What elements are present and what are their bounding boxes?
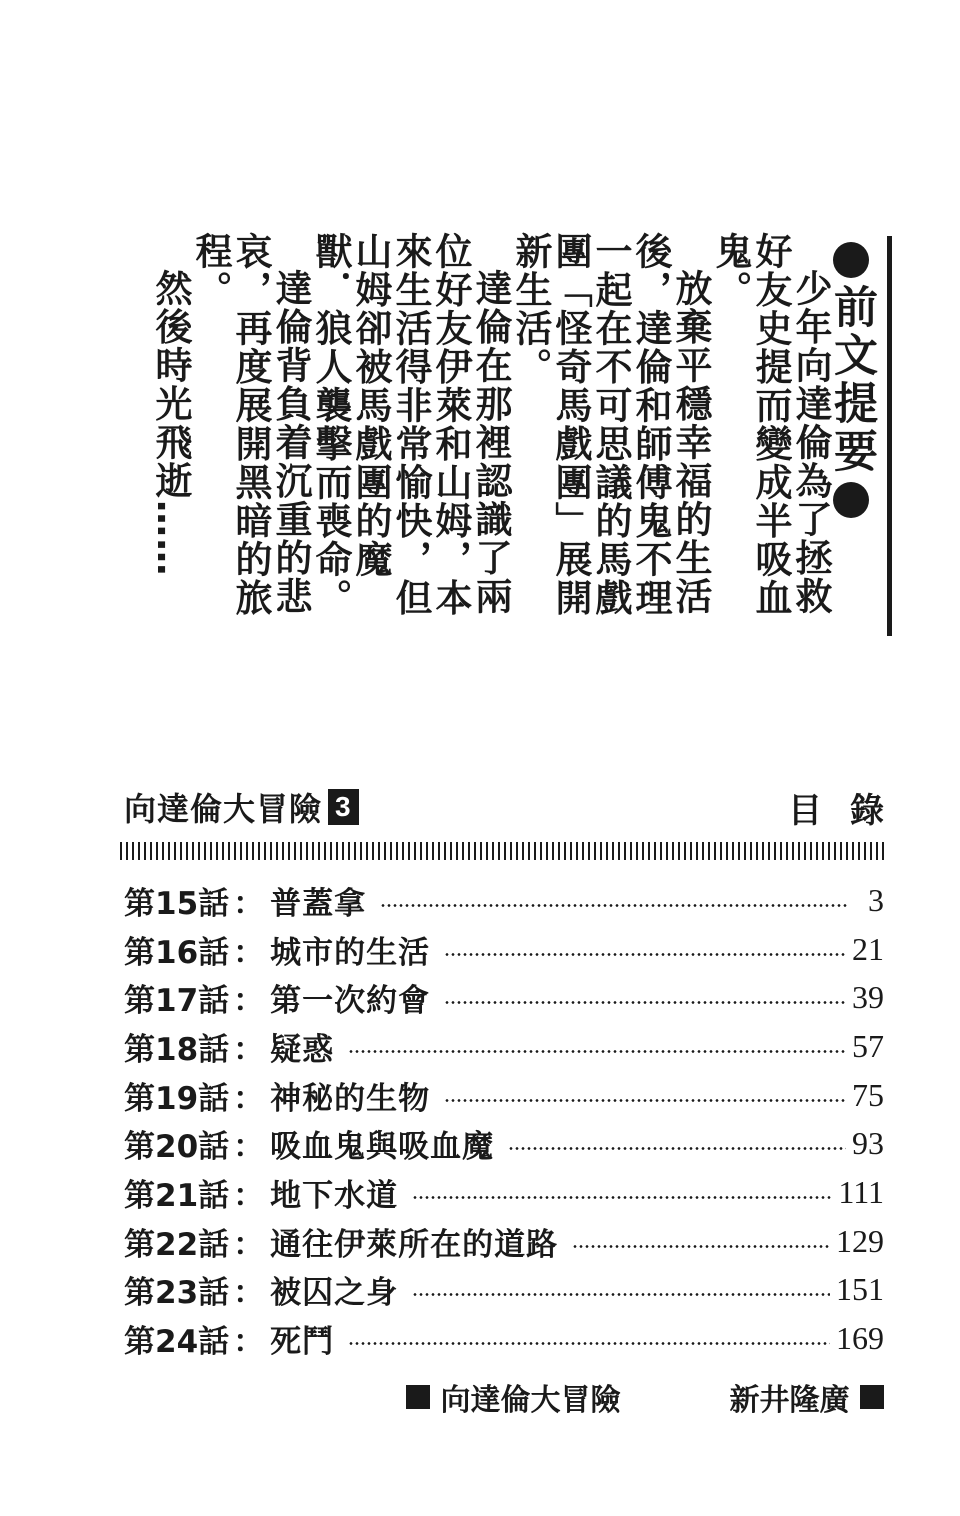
dot-leader xyxy=(412,1196,832,1199)
footer xyxy=(406,1374,884,1420)
synopsis-paragraph: 達倫在那裡認識了兩位好友伊萊和山姆，本來生活得非常愉快，但山姆卻被馬戲團的魔獸．狼人襲擊而喪命。 xyxy=(309,232,512,617)
footer-author xyxy=(730,1375,884,1419)
toc-entry[interactable] xyxy=(124,973,884,1022)
synopsis-body xyxy=(110,232,830,652)
synopsis-title-text: 前文提要 xyxy=(826,284,877,476)
series-title-text: 向達倫大冒險 xyxy=(124,790,323,828)
chapter-page: 75 xyxy=(852,1076,884,1113)
chapter-title: 被囚之身 xyxy=(270,1275,399,1312)
dot-leader xyxy=(380,904,848,907)
chapter-page: 21 xyxy=(852,930,884,967)
footer-series xyxy=(406,1375,620,1419)
toc-entry[interactable] xyxy=(124,876,884,925)
volume-badge: 3 xyxy=(328,789,359,825)
chapter-page: 57 xyxy=(852,1027,884,1064)
chapter-page: 129 xyxy=(836,1222,884,1259)
bullet-dot-icon xyxy=(833,242,869,278)
chapter-number: 第19話 xyxy=(124,1080,230,1117)
colon-separator: ： xyxy=(233,885,265,922)
synopsis-paragraph: 然後時光飛逝…… xyxy=(149,269,192,577)
chapter-number: 第24話 xyxy=(124,1324,230,1361)
square-bullet-icon xyxy=(860,1385,884,1409)
chapter-title: 吸血鬼與吸血魔 xyxy=(270,1129,495,1166)
chapter-title: 地下水道 xyxy=(270,1177,399,1214)
chapter-number: 第15話 xyxy=(124,885,230,922)
colon-separator: ： xyxy=(233,983,265,1020)
chapter-title: 第一次約會 xyxy=(270,983,431,1020)
toc-list xyxy=(124,876,884,1363)
colon-separator: ： xyxy=(233,1177,265,1214)
chapter-title: 城市的生活 xyxy=(270,934,431,971)
chapter-title: 死鬥 xyxy=(270,1324,335,1361)
chapter-title: 疑惑 xyxy=(270,1031,335,1068)
toc-entry[interactable] xyxy=(124,1266,884,1315)
footer-author-text: 新井隆廣 xyxy=(729,1383,850,1418)
colon-separator: ： xyxy=(233,1031,265,1068)
synopsis-paragraph: 放棄平穩幸福的生活後，達倫和師傅鬼不理一起在不可思議的馬戲團「怪奇馬戲團」展開新生活。 xyxy=(509,232,712,617)
chapter-page: 111 xyxy=(838,1173,884,1210)
chapter-number: 第17話 xyxy=(124,983,230,1020)
decorative-divider xyxy=(120,842,886,860)
dot-leader xyxy=(572,1245,830,1248)
synopsis-paragraph: 達倫背負着沉重的悲哀，再度展開黑暗的旅程。 xyxy=(189,232,312,617)
chapter-title: 通往伊萊所在的道路 xyxy=(270,1226,559,1263)
toc-entry[interactable] xyxy=(124,925,884,974)
square-bullet-icon xyxy=(406,1385,430,1409)
dot-leader xyxy=(508,1147,846,1150)
series-title xyxy=(124,784,359,830)
dot-leader xyxy=(348,1342,830,1345)
bullet-dot-icon xyxy=(833,482,869,518)
colon-separator: ： xyxy=(233,1129,265,1166)
colon-separator: ： xyxy=(233,1324,265,1361)
toc-label: 目錄 xyxy=(788,790,912,831)
dot-leader xyxy=(348,1050,846,1053)
colon-separator: ： xyxy=(233,1080,265,1117)
chapter-number: 第18話 xyxy=(124,1031,230,1068)
colon-separator: ： xyxy=(233,1226,265,1263)
toc-entry[interactable] xyxy=(124,1071,884,1120)
chapter-number: 第20話 xyxy=(124,1129,230,1166)
chapter-page: 3 xyxy=(868,881,884,918)
chapter-page: 39 xyxy=(852,979,884,1016)
dot-leader xyxy=(412,1293,830,1296)
chapter-number: 第16話 xyxy=(124,934,230,971)
colon-separator: ： xyxy=(233,1275,265,1312)
chapter-title: 神秘的生物 xyxy=(270,1080,431,1117)
chapter-number: 第21話 xyxy=(124,1177,230,1214)
chapter-page: 93 xyxy=(852,1125,884,1162)
chapter-page: 151 xyxy=(836,1271,884,1308)
toc-entry[interactable] xyxy=(124,1022,884,1071)
footer-series-text: 向達倫大冒險 xyxy=(440,1383,621,1418)
chapter-number: 第22話 xyxy=(124,1226,230,1263)
dot-leader xyxy=(444,953,846,956)
dot-leader xyxy=(444,1099,846,1102)
toc-entry[interactable] xyxy=(124,1168,884,1217)
toc-entry[interactable] xyxy=(124,1119,884,1168)
toc-entry[interactable] xyxy=(124,1217,884,1266)
colon-separator: ： xyxy=(233,934,265,971)
dot-leader xyxy=(444,1001,846,1004)
synopsis-paragraph: 少年向達倫為了拯救好友史提而變成半吸血鬼。 xyxy=(709,232,832,617)
toc-entry[interactable] xyxy=(124,1314,884,1363)
chapter-number: 第23話 xyxy=(124,1275,230,1312)
chapter-title: 普蓋拿 xyxy=(270,885,367,922)
chapter-page: 169 xyxy=(836,1320,884,1357)
toc-header xyxy=(124,782,912,832)
